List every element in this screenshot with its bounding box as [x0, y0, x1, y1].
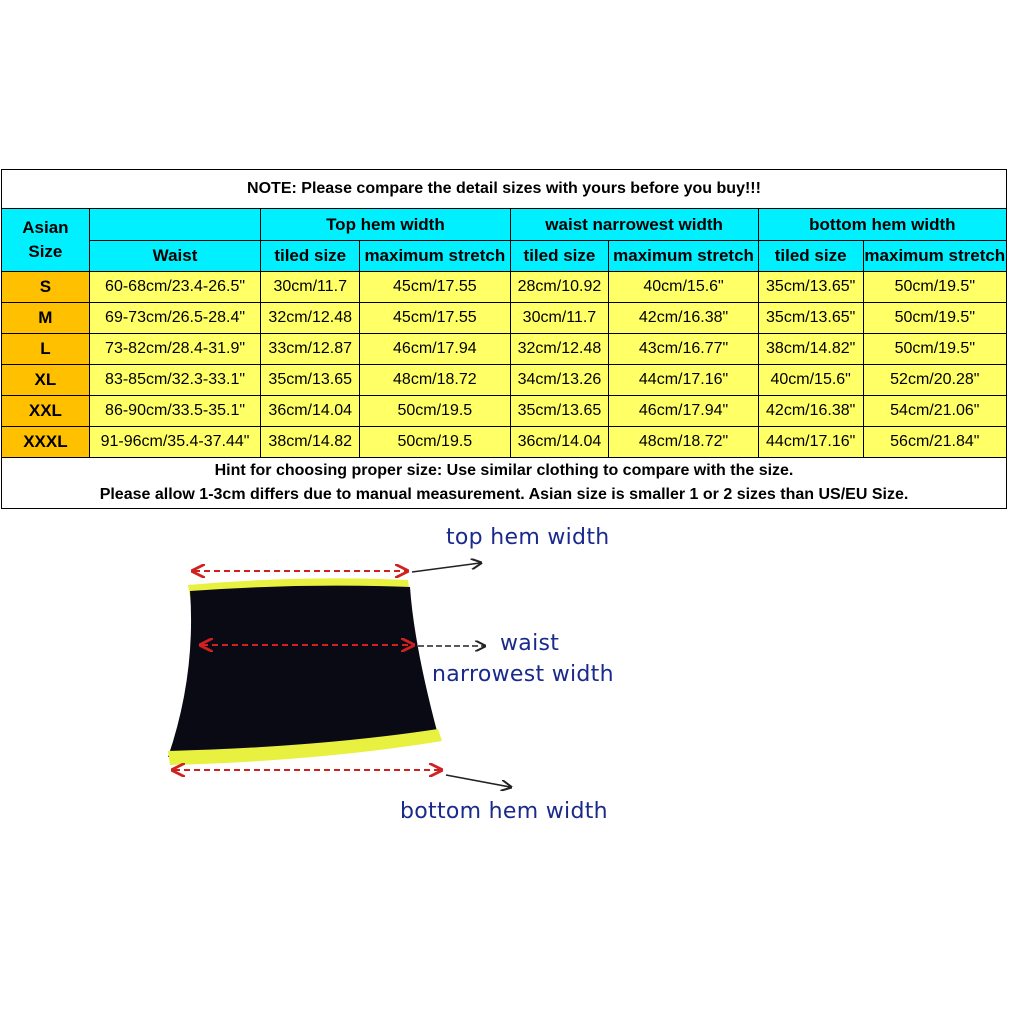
waist-narrowest-header: waist narrowest width — [510, 209, 758, 241]
waist-cell: 69-73cm/26.5-28.4" — [89, 303, 261, 334]
top-tiled-cell: 30cm/11.7 — [261, 272, 360, 303]
top-hem-pointer — [412, 563, 480, 572]
bottom-hem-header: bottom hem width — [758, 209, 1006, 241]
bottom-tiled-header: tiled size — [758, 241, 863, 272]
size-cell: M — [2, 303, 90, 334]
bottom-max-cell: 50cm/19.5" — [863, 303, 1006, 334]
bottom-tiled-cell: 42cm/16.38" — [758, 396, 863, 427]
size-cell: XXXL — [2, 427, 90, 458]
top-hem-header: Top hem width — [261, 209, 510, 241]
waist-tiled-cell: 30cm/11.7 — [510, 303, 609, 334]
bottom-max-cell: 50cm/19.5" — [863, 272, 1006, 303]
bottom-tiled-cell: 44cm/17.16" — [758, 427, 863, 458]
bottom-tiled-cell: 35cm/13.65" — [758, 272, 863, 303]
hint-line-2: Please allow 1-3cm differs due to manual measurement. Asian size is smaller 1 or 2 sizes than US/EU Size. — [99, 486, 909, 503]
bottom-tiled-cell: 40cm/15.6" — [758, 365, 863, 396]
measurement-diagram — [150, 525, 650, 840]
belt-body — [168, 586, 438, 757]
bottom-max-cell: 56cm/21.84" — [863, 427, 1006, 458]
table-row — [2, 365, 1007, 396]
top-max-cell: 48cm/18.72 — [360, 365, 510, 396]
waist-max-cell: 43cm/16.77" — [609, 334, 758, 365]
waist-tiled-cell: 28cm/10.92 — [510, 272, 609, 303]
table-row — [2, 334, 1007, 365]
top-max-cell: 45cm/17.55 — [360, 303, 510, 334]
asian-size-header-line1: Asian — [22, 218, 69, 237]
blank-header-cell — [89, 209, 261, 241]
table-row — [2, 396, 1007, 427]
waist-max-cell: 44cm/17.16" — [609, 365, 758, 396]
waist-cell: 60-68cm/23.4-26.5" — [89, 272, 261, 303]
waist-cell: 86-90cm/33.5-35.1" — [89, 396, 261, 427]
hint-line-1: Hint for choosing proper size: Use similar clothing to compare with the size. — [214, 462, 794, 479]
bottom-max-header: maximum stretch — [863, 241, 1006, 272]
bottom-tiled-cell: 35cm/13.65" — [758, 303, 863, 334]
table-row — [2, 427, 1007, 458]
size-chart-table — [1, 169, 1007, 509]
top-hem-label: top hem width — [446, 525, 610, 550]
top-tiled-cell: 33cm/12.87 — [261, 334, 360, 365]
bottom-hem-label: bottom hem width — [400, 799, 608, 824]
hint-text — [2, 458, 1007, 509]
waist-cell: 91-96cm/35.4-37.44" — [89, 427, 261, 458]
waist-tiled-cell: 36cm/14.04 — [510, 427, 609, 458]
bottom-hem-pointer — [446, 775, 510, 787]
top-max-cell: 50cm/19.5 — [360, 396, 510, 427]
asian-size-header — [2, 209, 90, 272]
bottom-max-cell: 50cm/19.5" — [863, 334, 1006, 365]
waist-max-cell: 40cm/15.6" — [609, 272, 758, 303]
size-cell: XXL — [2, 396, 90, 427]
top-tiled-header: tiled size — [261, 241, 360, 272]
waist-header: Waist — [89, 241, 261, 272]
size-cell: XL — [2, 365, 90, 396]
size-cell: S — [2, 272, 90, 303]
waist-cell: 73-82cm/28.4-31.9" — [89, 334, 261, 365]
top-max-cell: 50cm/19.5 — [360, 427, 510, 458]
waist-max-cell: 46cm/17.94" — [609, 396, 758, 427]
top-max-cell: 46cm/17.94 — [360, 334, 510, 365]
waist-tiled-header: tiled size — [510, 241, 609, 272]
top-tiled-cell: 38cm/14.82 — [261, 427, 360, 458]
waist-tiled-cell: 35cm/13.65 — [510, 396, 609, 427]
top-tiled-cell: 32cm/12.48 — [261, 303, 360, 334]
asian-size-header-line2: Size — [28, 242, 63, 261]
size-cell: L — [2, 334, 90, 365]
top-max-cell: 45cm/17.55 — [360, 272, 510, 303]
waist-max-cell: 48cm/18.72" — [609, 427, 758, 458]
waist-tiled-cell: 34cm/13.26 — [510, 365, 609, 396]
top-tiled-cell: 36cm/14.04 — [261, 396, 360, 427]
note-text: NOTE: Please compare the detail sizes with yours before you buy!!! — [2, 170, 1007, 209]
waist-max-header: maximum stretch — [609, 241, 758, 272]
waist-label-line1: waist — [500, 631, 560, 656]
waist-max-cell: 42cm/16.38" — [609, 303, 758, 334]
bottom-tiled-cell: 38cm/14.82" — [758, 334, 863, 365]
waist-tiled-cell: 32cm/12.48 — [510, 334, 609, 365]
waist-label-line2: narrowest width — [432, 662, 614, 687]
bottom-max-cell: 54cm/21.06" — [863, 396, 1006, 427]
bottom-max-cell: 52cm/20.28" — [863, 365, 1006, 396]
waist-cell: 83-85cm/32.3-33.1" — [89, 365, 261, 396]
table-row — [2, 272, 1007, 303]
top-tiled-cell: 35cm/13.65 — [261, 365, 360, 396]
table-row — [2, 303, 1007, 334]
top-max-header: maximum stretch — [360, 241, 510, 272]
